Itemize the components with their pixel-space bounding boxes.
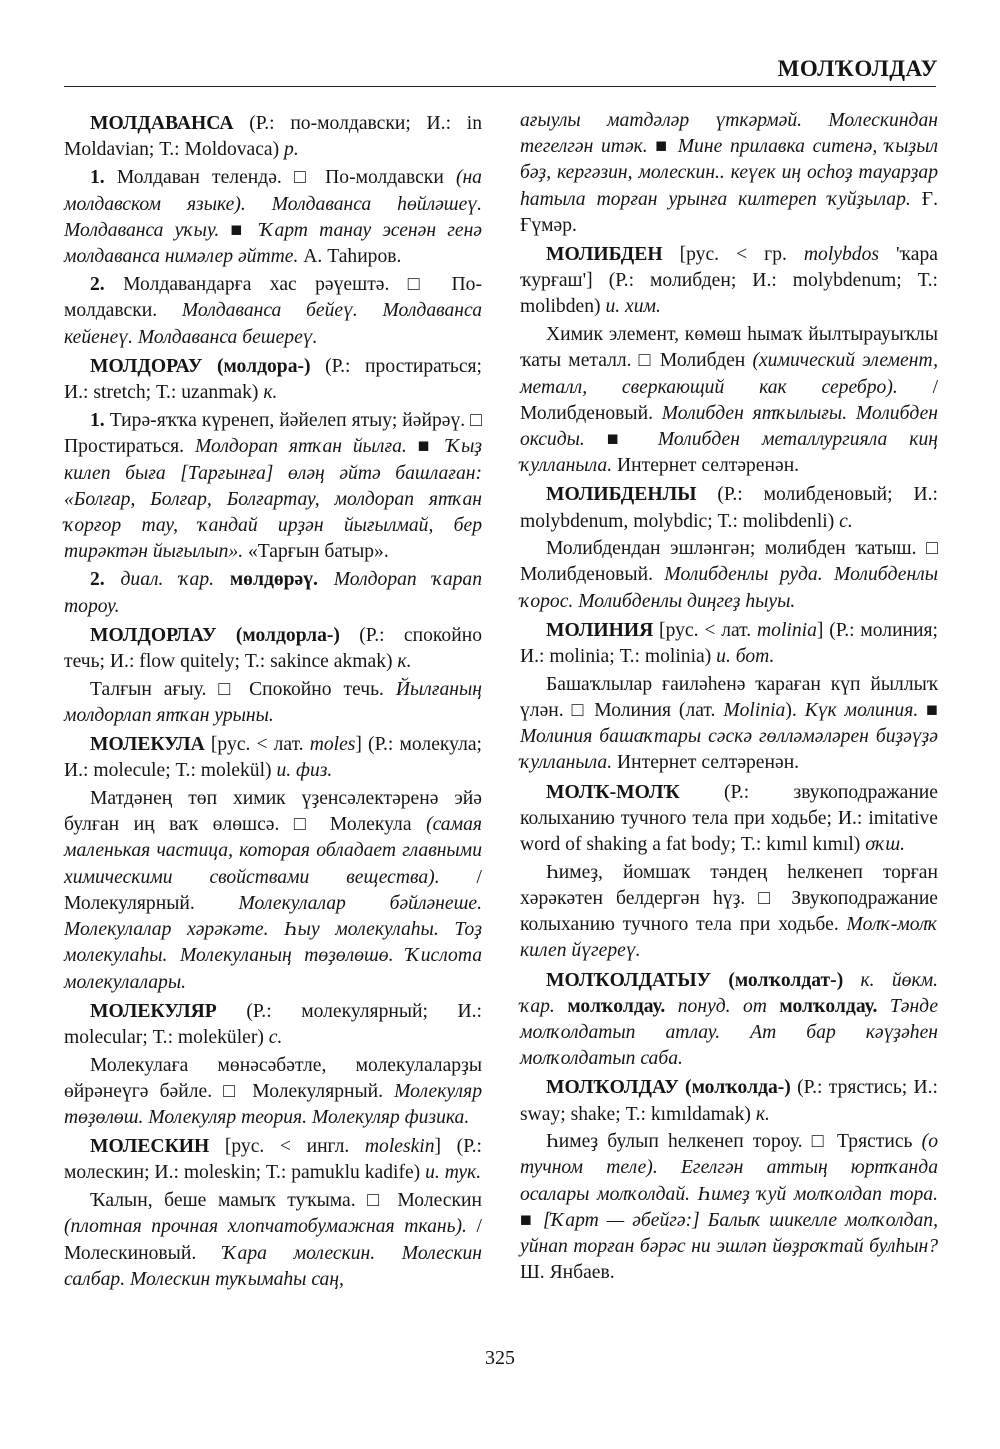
italic-text: ағыулы матдәләр үткәрмәй. Молескиндан тегелгән итәк. bbox=[520, 110, 938, 158]
text-run: Спокойно течь. bbox=[237, 678, 396, 700]
text-run bbox=[665, 996, 677, 1017]
text-run: Ш. Янбаев. bbox=[520, 1262, 615, 1284]
text-run: ] (Р.: молекула; И.: molecule; Т.: molekül) bbox=[64, 734, 482, 782]
italic-text: (плотная прочная хлопчатобумажная ткань). bbox=[64, 1216, 467, 1238]
dictionary-entry-headline bbox=[64, 354, 482, 406]
italic-text: Молдаванса бейеү. Молдаванса кейенеү. Молдаванса бешереү. bbox=[64, 300, 482, 348]
example-marker-icon: ■ bbox=[520, 1209, 535, 1231]
dictionary-entry-headline bbox=[520, 968, 938, 1073]
text-run: Звукоподражание колыханию тучного тела при ходьбе. bbox=[520, 887, 939, 936]
bold-text: МОЛИБДЕН bbox=[546, 244, 663, 266]
dictionary-entry-headline bbox=[64, 1134, 482, 1186]
text-run bbox=[555, 996, 567, 1017]
text-run: [рус. < лат. bbox=[204, 734, 310, 756]
italic-text: (о тучном теле). Егелгән аттың юртҡанда осалары молҡолдай. Һимеҙ ҡуй молҡолдап тора. bbox=[520, 1131, 938, 1205]
bold-text: МОЛДОРАУ (молдора-) bbox=[90, 355, 311, 377]
text-run: (Р.: молибденовый; И.: molybdenum, molybdic; Т.: molibdenli) bbox=[520, 484, 938, 532]
italic-text: moles bbox=[309, 734, 356, 756]
text-run: Интернет селтәренән. bbox=[612, 752, 800, 774]
translation-marker-icon: □ bbox=[223, 1080, 242, 1102]
bold-text: МОЛҠ-МОЛҠ bbox=[546, 781, 680, 803]
dictionary-entry-headline bbox=[64, 732, 482, 784]
italic-text: диал. ҡар. bbox=[120, 569, 215, 591]
right-column bbox=[520, 108, 938, 1288]
translation-marker-icon: □ bbox=[638, 350, 653, 372]
bold-text: МОЛДОРЛАУ (молдорла-) bbox=[90, 624, 340, 646]
example-marker-icon: ■ bbox=[655, 136, 671, 158]
bold-text: мөлдөрәү. bbox=[229, 569, 318, 591]
text-run: Молекулярный. bbox=[241, 1080, 395, 1102]
text-run: Молиния (лат. bbox=[586, 699, 724, 721]
italic-text: Молдорап ҡарап тороу. bbox=[64, 569, 483, 617]
definition-paragraph bbox=[64, 1053, 482, 1132]
translation-marker-icon: □ bbox=[811, 1131, 828, 1153]
text-run: Тирә-яҡҡа күренеп, йәйелеп ятыу; йәйрәү. bbox=[104, 410, 471, 432]
italic-text: [Ҡарт — әбейгә:] Балыҡ шикелле молҡолдап, уйнап торған бәрәс ни эшләп йөҙроҡтай булһын? bbox=[520, 1209, 938, 1258]
italic-text: Ҡарт танау эсенән генә молдаванса нимәлер әйтте. bbox=[64, 219, 482, 268]
italic-text: и. физ. bbox=[276, 760, 333, 782]
italic-text: Мине прилавка ситенә, ҡыҙыл бәҙ, кергәзин, молескин.. кеүек иң осһоҙ тауарҙар һатыла торған урынға килтереп ҡуйҙылар. bbox=[520, 136, 939, 210]
italic-text: (химический элемент, металл, сверкающий как серебро). bbox=[520, 350, 938, 398]
italic-text: Күк молиния. bbox=[804, 699, 927, 721]
text-run: Молдаван телендә. bbox=[104, 167, 294, 189]
text-run: «Тарғын батыр». bbox=[243, 541, 389, 563]
definition-paragraph bbox=[520, 536, 938, 615]
italic-text: (на молдавском языке). Молдаванса һөйләшеү. Молдаванса уҡыу. bbox=[64, 167, 482, 241]
bold-text: МОЛЕСКИН bbox=[90, 1136, 210, 1158]
sense-paragraph bbox=[64, 165, 482, 270]
sense-paragraph bbox=[64, 567, 482, 619]
definition-paragraph bbox=[520, 1129, 938, 1286]
text-run bbox=[767, 996, 779, 1017]
italic-text: к. йөкм. ҡар. bbox=[520, 969, 939, 1017]
running-head: МОЛҠОЛДАУ bbox=[777, 56, 938, 81]
translation-marker-icon: □ bbox=[407, 274, 434, 296]
italic-text: к. bbox=[263, 382, 278, 404]
italic-text: Тәнде молҡолдатып атлау. Ат бар кәүҙәһен молҡолдатып саба. bbox=[520, 995, 939, 1070]
italic-text: Молекуляр төҙөлөш. Молекуляр теория. Молекуляр физика. bbox=[64, 1080, 483, 1129]
italic-text: р. bbox=[284, 139, 299, 161]
dictionary-entry-headline bbox=[520, 242, 938, 321]
translation-marker-icon: □ bbox=[926, 538, 938, 560]
definition-paragraph bbox=[520, 322, 938, 479]
text-run: Молескин bbox=[385, 1190, 482, 1212]
text-run: Молекула bbox=[315, 814, 427, 836]
italic-text: Molinia bbox=[723, 699, 786, 721]
text-run: (Р.: простираться; И.: stretch; Т.: uzanmak) bbox=[64, 355, 483, 404]
text-run: ). bbox=[785, 699, 805, 721]
dictionary-entry-headline bbox=[64, 623, 482, 675]
italic-text: Молибден металлургияла киң ҡулланыла. bbox=[520, 428, 938, 477]
text-run bbox=[214, 569, 230, 590]
italic-text: к. bbox=[397, 651, 412, 673]
text-run: Матдәнең төп химик үҙенсәлектәренә эйә булған иң ваҡ өлөшсә. bbox=[64, 788, 482, 836]
text-run: А. Таһиров. bbox=[298, 246, 402, 268]
bold-text: МОЛҠОЛДАТЫУ (молҡолдат-) bbox=[546, 969, 844, 991]
translation-marker-icon: □ bbox=[571, 699, 587, 721]
text-run: Простираться. bbox=[64, 436, 195, 458]
text-run: Талғын ағыу. bbox=[90, 678, 219, 700]
text-run: Башаҡлылар ғаиләһенә ҡараған күп йыллыҡ үлән. bbox=[520, 673, 938, 721]
text-run: ] (Р.: молиния; И.: molinia; Т.: molinia) bbox=[520, 619, 938, 668]
bold-text: молҡолдау. bbox=[567, 995, 666, 1017]
text-run: / Молескиновый. bbox=[64, 1216, 482, 1264]
definition-paragraph bbox=[520, 860, 938, 965]
bold-text: 2. bbox=[90, 569, 105, 591]
text-run: (Р.: по-молдавски; И.: in Moldavian; Т.: Moldovaca) bbox=[64, 113, 482, 161]
text-run: ] (Р.: молескин; И.: moleskin; Т.: pamuklu kadife) bbox=[64, 1136, 482, 1184]
italic-text: с. bbox=[268, 1026, 283, 1048]
italic-text: Ҡара молескин. Молескин салбар. Молескин туҡымаһы саң, bbox=[64, 1242, 483, 1290]
bold-text: 2. bbox=[90, 274, 105, 296]
bold-text: МОЛЕКУЛЯР bbox=[90, 1000, 217, 1022]
bold-text: МОЛДАВАНСА bbox=[90, 113, 234, 134]
italic-text: molybdos bbox=[803, 244, 880, 266]
text-run: (Р.: звукоподражание колыханию тучного тела при ходьбе; И.: imitative word of shaking a fat body; Т.: kımıl kımıl) bbox=[520, 781, 938, 855]
sense-paragraph bbox=[64, 408, 482, 565]
translation-marker-icon: □ bbox=[293, 814, 316, 836]
italic-text: Молҡ-молҡ килеп йүгереү. bbox=[520, 914, 938, 962]
text-run: Трястись bbox=[827, 1131, 922, 1153]
example-marker-icon: ■ bbox=[926, 699, 938, 721]
bold-text: МОЛЕКУЛА bbox=[90, 734, 205, 756]
text-run: Химик элемент, көмөш һымаҡ йылтырауыҡлы ҡаты металл. bbox=[520, 324, 938, 372]
definition-paragraph bbox=[520, 108, 938, 239]
text-run: (Р.: трястись; И.: sway; shake; Т.: kımıldamak) bbox=[520, 1077, 938, 1125]
bold-text: МОЛИНИЯ bbox=[546, 619, 654, 641]
italic-text: Йылғаның молдорлап ятҡан урыны. bbox=[64, 678, 482, 726]
translation-marker-icon: □ bbox=[293, 167, 313, 189]
translation-marker-icon: □ bbox=[218, 678, 238, 700]
text-run: Һимеҙ булып һелкенеп тороу. bbox=[546, 1131, 812, 1153]
translation-marker-icon: □ bbox=[470, 410, 482, 432]
text-run bbox=[877, 996, 889, 1017]
dictionary-entry-headline bbox=[64, 111, 482, 163]
italic-text: оҡш. bbox=[865, 833, 906, 855]
sense-paragraph bbox=[64, 272, 482, 351]
page-number: 325 bbox=[485, 1347, 515, 1369]
dictionary-entry-headline bbox=[520, 618, 938, 670]
left-column bbox=[64, 108, 482, 1294]
text-run: 'ҡара ҡурғаш'] (Р.: молибден; И.: molybdenum; Т.: molibden) bbox=[520, 244, 938, 318]
text-run bbox=[843, 970, 860, 991]
text-run: Молекулаға мөнәсәбәтле, молекулаларҙы өйрәнеүгә бәйле. bbox=[64, 1054, 482, 1102]
italic-text: moleskin bbox=[364, 1136, 435, 1158]
text-run: Молибден bbox=[652, 350, 753, 372]
bold-text: МОЛҠОЛДАУ (молҡолда-) bbox=[546, 1077, 791, 1099]
italic-text: и. хим. bbox=[605, 296, 661, 318]
text-run: / Молибденовый. bbox=[520, 376, 939, 424]
text-run: По-молдавски bbox=[313, 167, 456, 189]
text-run: Молдавандарға хас рәүештә. bbox=[104, 274, 408, 296]
translation-marker-icon: □ bbox=[367, 1190, 386, 1212]
translation-marker-icon: □ bbox=[758, 887, 779, 909]
italic-text: Молибденлы руда. Молибденлы ҡорос. Молибденлы диңгеҙ һыуы. bbox=[520, 564, 938, 612]
definition-paragraph bbox=[64, 1188, 482, 1293]
italic-text: Молдорап ятҡан йылға. bbox=[194, 436, 418, 458]
italic-text: molinia bbox=[757, 619, 817, 641]
italic-text: и. бот. bbox=[716, 646, 775, 668]
text-run bbox=[105, 569, 121, 590]
text-run: Ҡалын, беше мамыҡ туҡыма. bbox=[90, 1190, 368, 1212]
text-run: Ғ. Ғүмәр. bbox=[520, 188, 938, 236]
dictionary-entry-headline bbox=[64, 999, 482, 1051]
text-run: [рус. < лат. bbox=[653, 619, 757, 641]
dictionary-entry-headline bbox=[520, 1075, 938, 1127]
text-run: [рус. < ингл. bbox=[209, 1136, 365, 1158]
italic-text: и. тук. bbox=[425, 1162, 482, 1184]
text-run: Һимеҙ, йомшаҡ тәндең һелкенеп торған хәрәкәтен белдергән һүҙ. bbox=[520, 861, 938, 909]
text-run: Интернет селтәренән. bbox=[612, 455, 800, 477]
header-rule bbox=[64, 86, 936, 87]
text-run: (Р.: спокойно течь; И.: flow quitely; Т.: sakince akmak) bbox=[64, 624, 482, 673]
definition-paragraph bbox=[64, 677, 482, 729]
example-marker-icon: ■ bbox=[230, 219, 249, 241]
example-marker-icon: ■ bbox=[606, 428, 636, 450]
definition-paragraph bbox=[64, 786, 482, 996]
italic-text: Ҡыҙ килеп быға [Тарғынға] өләң әйтә башлаған: «Болғар, Болғар, Болғартау, молдорап ятҡан ҡорғор тау, ҡандай ирҙән йығылмай, бер тирәктән йығылып». bbox=[64, 436, 483, 563]
italic-text: Молиния башаҡтары сәскә гөлләмәләрен биҙәүҙә ҡулланыла. bbox=[520, 726, 938, 774]
italic-text: Молибден ятҡылығы. Молибден оксиды. bbox=[520, 402, 938, 450]
bold-text: 1. bbox=[90, 167, 105, 189]
italic-text: понуд. от bbox=[677, 995, 767, 1017]
italic-text: к. bbox=[755, 1103, 770, 1125]
italic-text: (самая маленькая частица, которая обладает главными химическими свойствами вещества). bbox=[64, 814, 482, 888]
bold-text: молҡолдау. bbox=[779, 995, 878, 1017]
text-run bbox=[318, 569, 334, 590]
example-marker-icon: ■ bbox=[417, 436, 436, 458]
text-run: Молибденовый. bbox=[520, 564, 665, 586]
bold-text: МОЛИБДЕНЛЫ bbox=[546, 484, 697, 506]
definition-paragraph bbox=[520, 672, 938, 777]
italic-text: с. bbox=[839, 510, 853, 532]
text-run: / Молекулярный. bbox=[64, 866, 482, 914]
dictionary-entry-headline bbox=[520, 780, 938, 859]
text-run: По-молдавски. bbox=[64, 274, 483, 322]
italic-text: Молекулалар бәйләнеше. Молекулалар хәрәкәте. Һыу молекулаһы. Тоҙ молекулаһы. Молекуланың төҙөлөшө. Ҡислота молекулалары. bbox=[64, 892, 482, 993]
text-run: Молибдендан эшләнгән; молибден ҡатыш. bbox=[546, 538, 927, 560]
text-run: [рус. < гр. bbox=[662, 244, 804, 266]
text-run: (Р.: молекулярный; И.: molecular; Т.: moleküler) bbox=[64, 1000, 482, 1048]
dictionary-entry-headline bbox=[520, 482, 938, 534]
bold-text: 1. bbox=[90, 410, 105, 432]
